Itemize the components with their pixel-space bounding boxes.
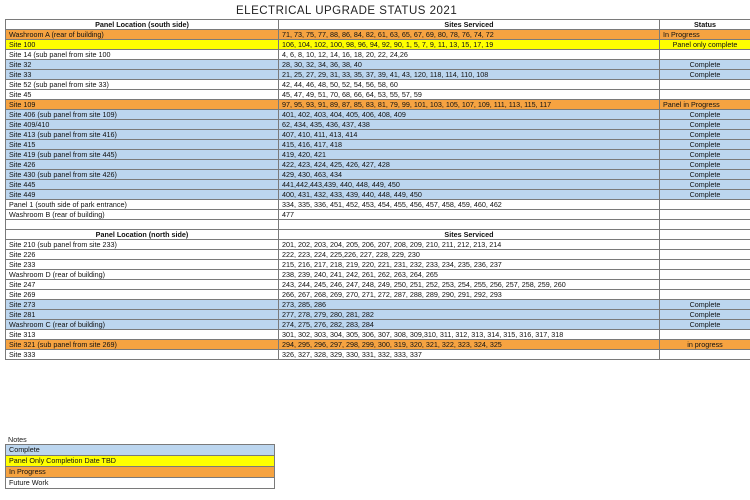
blank-spacer-row <box>6 220 750 230</box>
panel-location-cell: Site 233 <box>6 260 279 270</box>
sites-serviced-cell: 4, 6, 8, 10, 12, 14, 16, 18, 20, 22, 24,26 <box>279 50 660 60</box>
status-cell: Complete <box>660 320 750 330</box>
sites-serviced-cell: 334, 335, 336, 451, 452, 453, 454, 455, 456, 457, 458, 459, 460, 462 <box>279 200 660 210</box>
status-cell <box>660 50 750 60</box>
panel-location-cell: Site 419 (sub panel from site 445) <box>6 150 279 160</box>
sites-serviced-cell: 407, 410, 411, 413, 414 <box>279 130 660 140</box>
sites-serviced-cell: 415, 416, 417, 418 <box>279 140 660 150</box>
table-row <box>6 170 750 180</box>
status-cell: Complete <box>660 120 750 130</box>
table-row <box>6 130 750 140</box>
north-table-body <box>6 240 750 360</box>
sites-serviced-cell: 277, 278, 279, 280, 281, 282 <box>279 310 660 320</box>
sites-serviced-cell: 71, 73, 75, 77, 88, 86, 84, 82, 61, 63, 65, 67, 69, 80, 78, 76, 74, 72 <box>279 30 660 40</box>
sites-serviced-cell: 400, 431, 432, 433, 439, 440, 448, 449, 450 <box>279 190 660 200</box>
status-cell: Complete <box>660 110 750 120</box>
table-row <box>6 290 750 300</box>
panel-location-cell: Site 45 <box>6 90 279 100</box>
status-cell <box>660 210 750 220</box>
header-panel-location: Panel Location (south side) <box>6 20 279 30</box>
table-row <box>6 120 750 130</box>
panel-location-cell: Site 415 <box>6 140 279 150</box>
header-status: Status <box>660 20 750 30</box>
table-row <box>6 350 750 360</box>
sites-serviced-cell: 201, 202, 203, 204, 205, 206, 207, 208, 209, 210, 211, 212, 213, 214 <box>279 240 660 250</box>
panel-location-cell: Site 406 (sub panel from site 109) <box>6 110 279 120</box>
status-cell: Panel in Progress <box>660 100 750 110</box>
panel-location-cell: Site 313 <box>6 330 279 340</box>
table-row <box>6 60 750 70</box>
panel-location-cell: Site 445 <box>6 180 279 190</box>
panel-location-cell: Washroom C (rear of building) <box>6 320 279 330</box>
panel-location-cell: Site 409/410 <box>6 120 279 130</box>
sites-serviced-cell: 429, 430, 463, 434 <box>279 170 660 180</box>
table-row <box>6 140 750 150</box>
table-row <box>6 100 750 110</box>
sites-serviced-cell: 62, 434, 435, 436, 437, 438 <box>279 120 660 130</box>
sites-serviced-cell: 401, 402, 403, 404, 405, 406, 408, 409 <box>279 110 660 120</box>
table-row <box>6 340 750 350</box>
table-row <box>6 200 750 210</box>
legend-label: Complete <box>6 445 275 456</box>
table-row <box>6 30 750 40</box>
sites-serviced-cell: 273, 285, 286 <box>279 300 660 310</box>
panel-location-cell: Site 333 <box>6 350 279 360</box>
legend-body <box>6 445 275 489</box>
panel-location-cell: Site 430 (sub panel from site 426) <box>6 170 279 180</box>
status-cell: Complete <box>660 60 750 70</box>
panel-location-cell: Site 426 <box>6 160 279 170</box>
table-row <box>6 70 750 80</box>
south-side-table <box>5 19 750 230</box>
legend-label: Future Work <box>6 478 275 489</box>
sites-serviced-cell: 222, 223, 224, 225,226, 227, 228, 229, 230 <box>279 250 660 260</box>
panel-location-cell: Site 449 <box>6 190 279 200</box>
table-row <box>6 320 750 330</box>
legend-label: In Progress <box>6 467 275 478</box>
legend-item <box>6 467 275 478</box>
status-cell <box>660 200 750 210</box>
sites-serviced-cell: 326, 327, 328, 329, 330, 331, 332, 333, 337 <box>279 350 660 360</box>
header-panel-location: Panel Location (north side) <box>6 230 279 240</box>
table-row <box>6 210 750 220</box>
blank-cell <box>660 220 750 230</box>
sites-serviced-cell: 477 <box>279 210 660 220</box>
table-row <box>6 280 750 290</box>
panel-location-cell: Panel 1 (south side of park entrance) <box>6 200 279 210</box>
panel-location-cell: Site 273 <box>6 300 279 310</box>
blank-cell <box>6 220 279 230</box>
legend-item <box>6 478 275 489</box>
sites-serviced-cell: 419, 420, 421 <box>279 150 660 160</box>
status-cell: Complete <box>660 70 750 80</box>
panel-location-cell: Washroom B (rear of building) <box>6 210 279 220</box>
status-cell <box>660 90 750 100</box>
panel-location-cell: Site 100 <box>6 40 279 50</box>
header-sites-serviced: Sites Serviced <box>279 230 660 240</box>
status-cell <box>660 330 750 340</box>
north-side-table <box>5 229 750 360</box>
table-row <box>6 310 750 320</box>
sites-serviced-cell: 106, 104, 102, 100, 98, 96, 94, 92, 90, 1, 5, 7, 9, 11, 13, 15, 17, 19 <box>279 40 660 50</box>
status-cell: Complete <box>660 190 750 200</box>
status-cell: Complete <box>660 310 750 320</box>
panel-location-cell: Site 109 <box>6 100 279 110</box>
panel-location-cell: Site 33 <box>6 70 279 80</box>
sites-serviced-cell: 28, 30, 32, 34, 36, 38, 40 <box>279 60 660 70</box>
table-row <box>6 80 750 90</box>
status-cell: Panel only complete <box>660 40 750 50</box>
panel-location-cell: Site 226 <box>6 250 279 260</box>
panel-location-cell: Site 32 <box>6 60 279 70</box>
status-cell <box>660 260 750 270</box>
notes-label: Notes <box>8 435 27 444</box>
panel-location-cell: Site 52 (sub panel from site 33) <box>6 80 279 90</box>
sites-serviced-cell: 21, 25, 27, 29, 31, 33, 35, 37, 39, 41, 43, 120, 118, 114, 110, 108 <box>279 70 660 80</box>
sites-serviced-cell: 294, 295, 296, 297, 298, 299, 300, 319, 320, 321, 322, 323, 324, 325 <box>279 340 660 350</box>
panel-location-cell: Washroom D (rear of building) <box>6 270 279 280</box>
table-row <box>6 40 750 50</box>
sites-serviced-cell: 42, 44, 46, 48, 50, 52, 54, 56, 58, 60 <box>279 80 660 90</box>
south-table-body <box>6 30 750 230</box>
table-row <box>6 150 750 160</box>
legend-table <box>5 444 275 489</box>
header-status <box>660 230 750 240</box>
sites-serviced-cell: 215, 216, 217, 218, 219, 220, 221, 231, 232, 233, 234, 235, 236, 237 <box>279 260 660 270</box>
sites-serviced-cell: 243, 244, 245, 246, 247, 248, 249, 250, 251, 252, 253, 254, 255, 256, 257, 258, 259, 260 <box>279 280 660 290</box>
panel-location-cell: Site 210 (sub panel from site 233) <box>6 240 279 250</box>
legend-item <box>6 445 275 456</box>
panel-location-cell: Site 14 (sub panel from site 100 <box>6 50 279 60</box>
status-cell <box>660 290 750 300</box>
status-cell <box>660 250 750 260</box>
document-title: ELECTRICAL UPGRADE STATUS 2021 <box>236 5 458 17</box>
table-row <box>6 250 750 260</box>
sites-serviced-cell: 441,442,443,439, 440, 448, 449, 450 <box>279 180 660 190</box>
status-cell <box>660 270 750 280</box>
sites-serviced-cell: 422, 423, 424, 425, 426, 427, 428 <box>279 160 660 170</box>
status-cell <box>660 280 750 290</box>
table-row <box>6 300 750 310</box>
legend-label: Panel Only Completion Date TBD <box>6 456 275 467</box>
sites-serviced-cell: 266, 267, 268, 269, 270, 271, 272, 287, 288, 289, 290, 291, 292, 293 <box>279 290 660 300</box>
table-header-row <box>6 20 750 30</box>
sites-serviced-cell: 274, 275, 276, 282, 283, 284 <box>279 320 660 330</box>
status-cell: Complete <box>660 180 750 190</box>
status-cell: Complete <box>660 160 750 170</box>
status-cell: Complete <box>660 300 750 310</box>
table-row <box>6 180 750 190</box>
table-row <box>6 160 750 170</box>
table-header-row <box>6 230 750 240</box>
table-row <box>6 260 750 270</box>
table-row <box>6 190 750 200</box>
sites-serviced-cell: 301, 302, 303, 304, 305, 306, 307, 308, 309,310, 311, 312, 313, 314, 315, 316, 317, 318 <box>279 330 660 340</box>
status-cell: Complete <box>660 170 750 180</box>
table-row <box>6 330 750 340</box>
status-cell: in progress <box>660 340 750 350</box>
panel-location-cell: Site 269 <box>6 290 279 300</box>
table-row <box>6 110 750 120</box>
panel-location-cell: Site 321 (sub panel from site 269) <box>6 340 279 350</box>
status-cell <box>660 240 750 250</box>
panel-location-cell: Site 247 <box>6 280 279 290</box>
table-row <box>6 50 750 60</box>
header-sites-serviced: Sites Serviced <box>279 20 660 30</box>
panel-location-cell: Site 281 <box>6 310 279 320</box>
table-row <box>6 240 750 250</box>
panel-location-cell: Site 413 (sub panel from site 416) <box>6 130 279 140</box>
sites-serviced-cell: 238, 239, 240, 241, 242, 261, 262, 263, 264, 265 <box>279 270 660 280</box>
panel-location-cell: Washroom A (rear of building) <box>6 30 279 40</box>
status-cell: Complete <box>660 130 750 140</box>
status-cell <box>660 350 750 360</box>
table-row <box>6 90 750 100</box>
sites-serviced-cell: 97, 95, 93, 91, 89, 87, 85, 83, 81, 79, 99, 101, 103, 105, 107, 109, 111, 113, 115, 117 <box>279 100 660 110</box>
table-row <box>6 270 750 280</box>
status-cell: In Progress <box>660 30 750 40</box>
status-cell <box>660 80 750 90</box>
legend-item <box>6 456 275 467</box>
sites-serviced-cell: 45, 47, 49, 51, 70, 68, 66, 64, 53, 55, 57, 59 <box>279 90 660 100</box>
status-cell: Complete <box>660 140 750 150</box>
status-cell: Complete <box>660 150 750 160</box>
blank-cell <box>279 220 660 230</box>
